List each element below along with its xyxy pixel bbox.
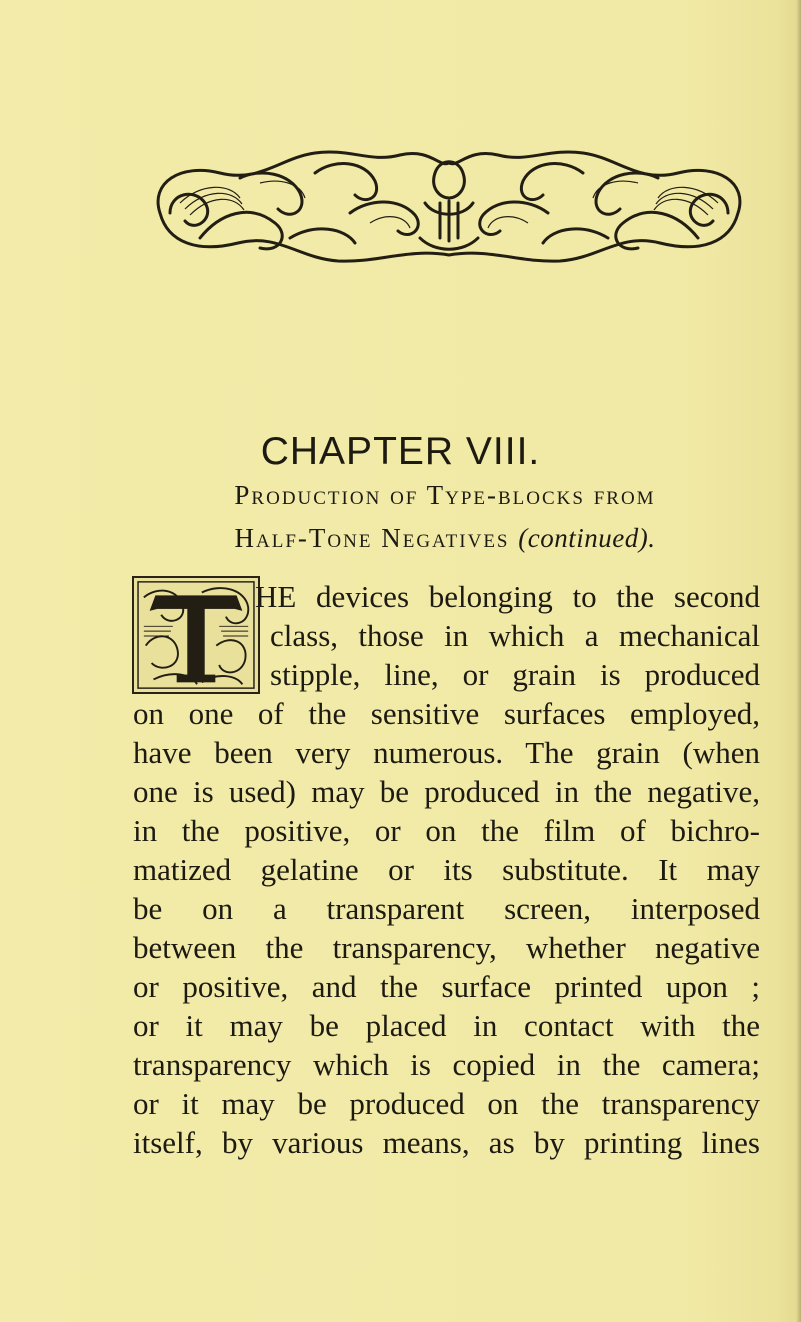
text-line: or positive, and the surface printed upon ; bbox=[133, 969, 760, 1004]
subtitle-word: from bbox=[593, 480, 656, 510]
decorated-initial-t-icon bbox=[132, 576, 260, 694]
text-line: between the transparency, whether negative bbox=[133, 930, 760, 965]
text-line: stipple, line, or grain is produced bbox=[270, 657, 760, 692]
text-line: on one of the sensitive surfaces employed, bbox=[133, 696, 760, 731]
subtitle-continued: (continued). bbox=[518, 523, 656, 553]
text-line: or it may be produced on the transparency bbox=[133, 1086, 760, 1121]
text-line: in the positive, or on the film of bichro- bbox=[133, 813, 760, 848]
text-line: class, those in which a mechanical bbox=[270, 618, 760, 653]
chapter-heading: CHAPTER VIII. bbox=[260, 430, 541, 473]
text-line: itself, by various means, as by printing lines bbox=[133, 1125, 760, 1160]
subtitle-word: Type-blocks bbox=[426, 480, 585, 510]
page-edge-shadow bbox=[796, 0, 801, 1322]
subtitle-word: Negatives bbox=[381, 523, 510, 553]
subtitle-word: Production bbox=[234, 480, 382, 510]
text-line: transparency which is copied in the camera; bbox=[133, 1047, 760, 1082]
text-line: be on a transparent screen, interposed bbox=[133, 891, 760, 926]
chapter-subtitle-line-2 bbox=[130, 523, 760, 554]
scroll-ornament-icon bbox=[140, 143, 758, 267]
subtitle-word: of bbox=[390, 480, 419, 510]
chapter-subtitle-line-1 bbox=[130, 480, 760, 511]
text-line: one is used) may be produced in the negative, bbox=[133, 774, 760, 809]
subtitle-word: Half-Tone bbox=[234, 523, 373, 553]
text-line: or it may be placed in contact with the bbox=[133, 1008, 760, 1043]
text-line: matized gelatine or its substitute. It may bbox=[133, 852, 760, 887]
text-line: HE devices belonging to the second bbox=[255, 579, 760, 614]
text-line: have been very numerous. The grain (when bbox=[133, 735, 760, 770]
